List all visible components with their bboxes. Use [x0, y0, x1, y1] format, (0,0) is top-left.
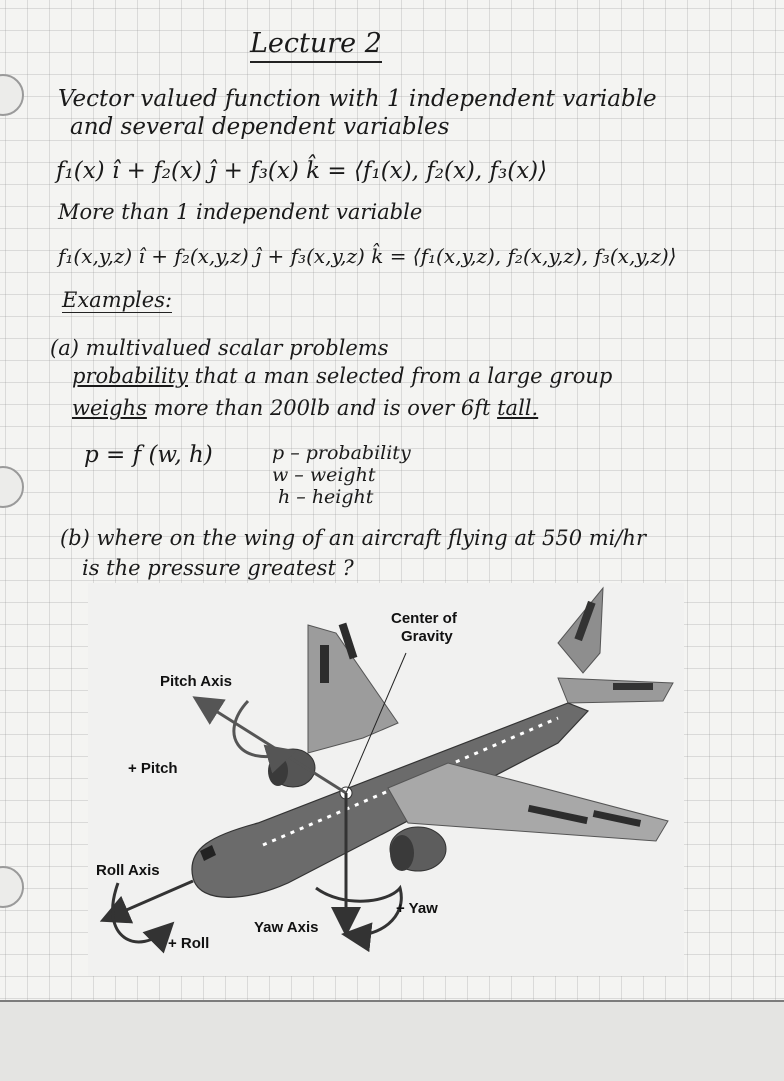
page-bottom-edge — [0, 1000, 784, 1081]
definition-w: w – weight — [272, 464, 376, 486]
intro-line-1: Vector valued function with 1 independent variable — [58, 86, 657, 112]
probability-word: probability — [72, 364, 188, 388]
examples-heading: Examples: — [62, 288, 173, 312]
example-a-line-2-mid: more than 200lb and is over 6ft — [153, 396, 491, 420]
binder-hole — [0, 466, 24, 508]
yaw-plus-label: + Yaw — [396, 900, 438, 917]
vector-equation-2: f₁(x,y,z) î + f₂(x,y,z) ĵ + f₃(x,y,z) k̂ = ⟨f₁(x,y,z), f₂(x,y,z), f₃(x,y,z)⟩ — [58, 244, 677, 268]
more-than-line: More than 1 independent variable — [58, 200, 423, 224]
example-a-title: (a) multivalued scalar problems — [50, 336, 389, 360]
tall-word: tall. — [497, 396, 539, 420]
horizontal-stabilizer — [558, 678, 673, 703]
weighs-word: weighs — [72, 396, 147, 420]
example-a-line-1 — [72, 364, 612, 388]
definition-h: h – height — [278, 486, 374, 508]
aircraft-axes-figure — [88, 583, 684, 976]
example-a-line-2 — [72, 396, 538, 420]
definition-p: p – probability — [272, 442, 411, 464]
lecture-title: Lecture 2 — [250, 28, 382, 63]
probability-function: p = f (w, h) — [84, 442, 213, 468]
aircraft-illustration — [88, 583, 684, 976]
roll-axis-label: Roll Axis — [96, 862, 160, 879]
binder-hole — [0, 866, 24, 908]
pitch-axis-label: Pitch Axis — [160, 673, 232, 690]
example-b-line-1: (b) where on the wing of an aircraft flying at 550 mi/hr — [60, 526, 647, 550]
center-label-2: Gravity — [401, 628, 453, 645]
binder-hole — [0, 74, 24, 116]
roll-plus-label: + Roll — [168, 935, 210, 952]
pitch-plus-label: + Pitch — [128, 760, 178, 777]
intro-line-2: and several dependent variables — [70, 114, 450, 140]
example-a-line-1-rest: that a man selected from a large group — [194, 364, 613, 388]
roll-axis-arrow — [108, 881, 193, 918]
center-label-1: Center of — [391, 610, 457, 627]
yaw-axis-label: Yaw Axis — [254, 919, 319, 936]
example-b-line-2: is the pressure greatest ? — [82, 556, 354, 580]
vector-equation-1: f₁(x) î + f₂(x) ĵ + f₃(x) k̂ = ⟨f₁(x), f₂(x), f₃(x)⟩ — [56, 158, 548, 184]
